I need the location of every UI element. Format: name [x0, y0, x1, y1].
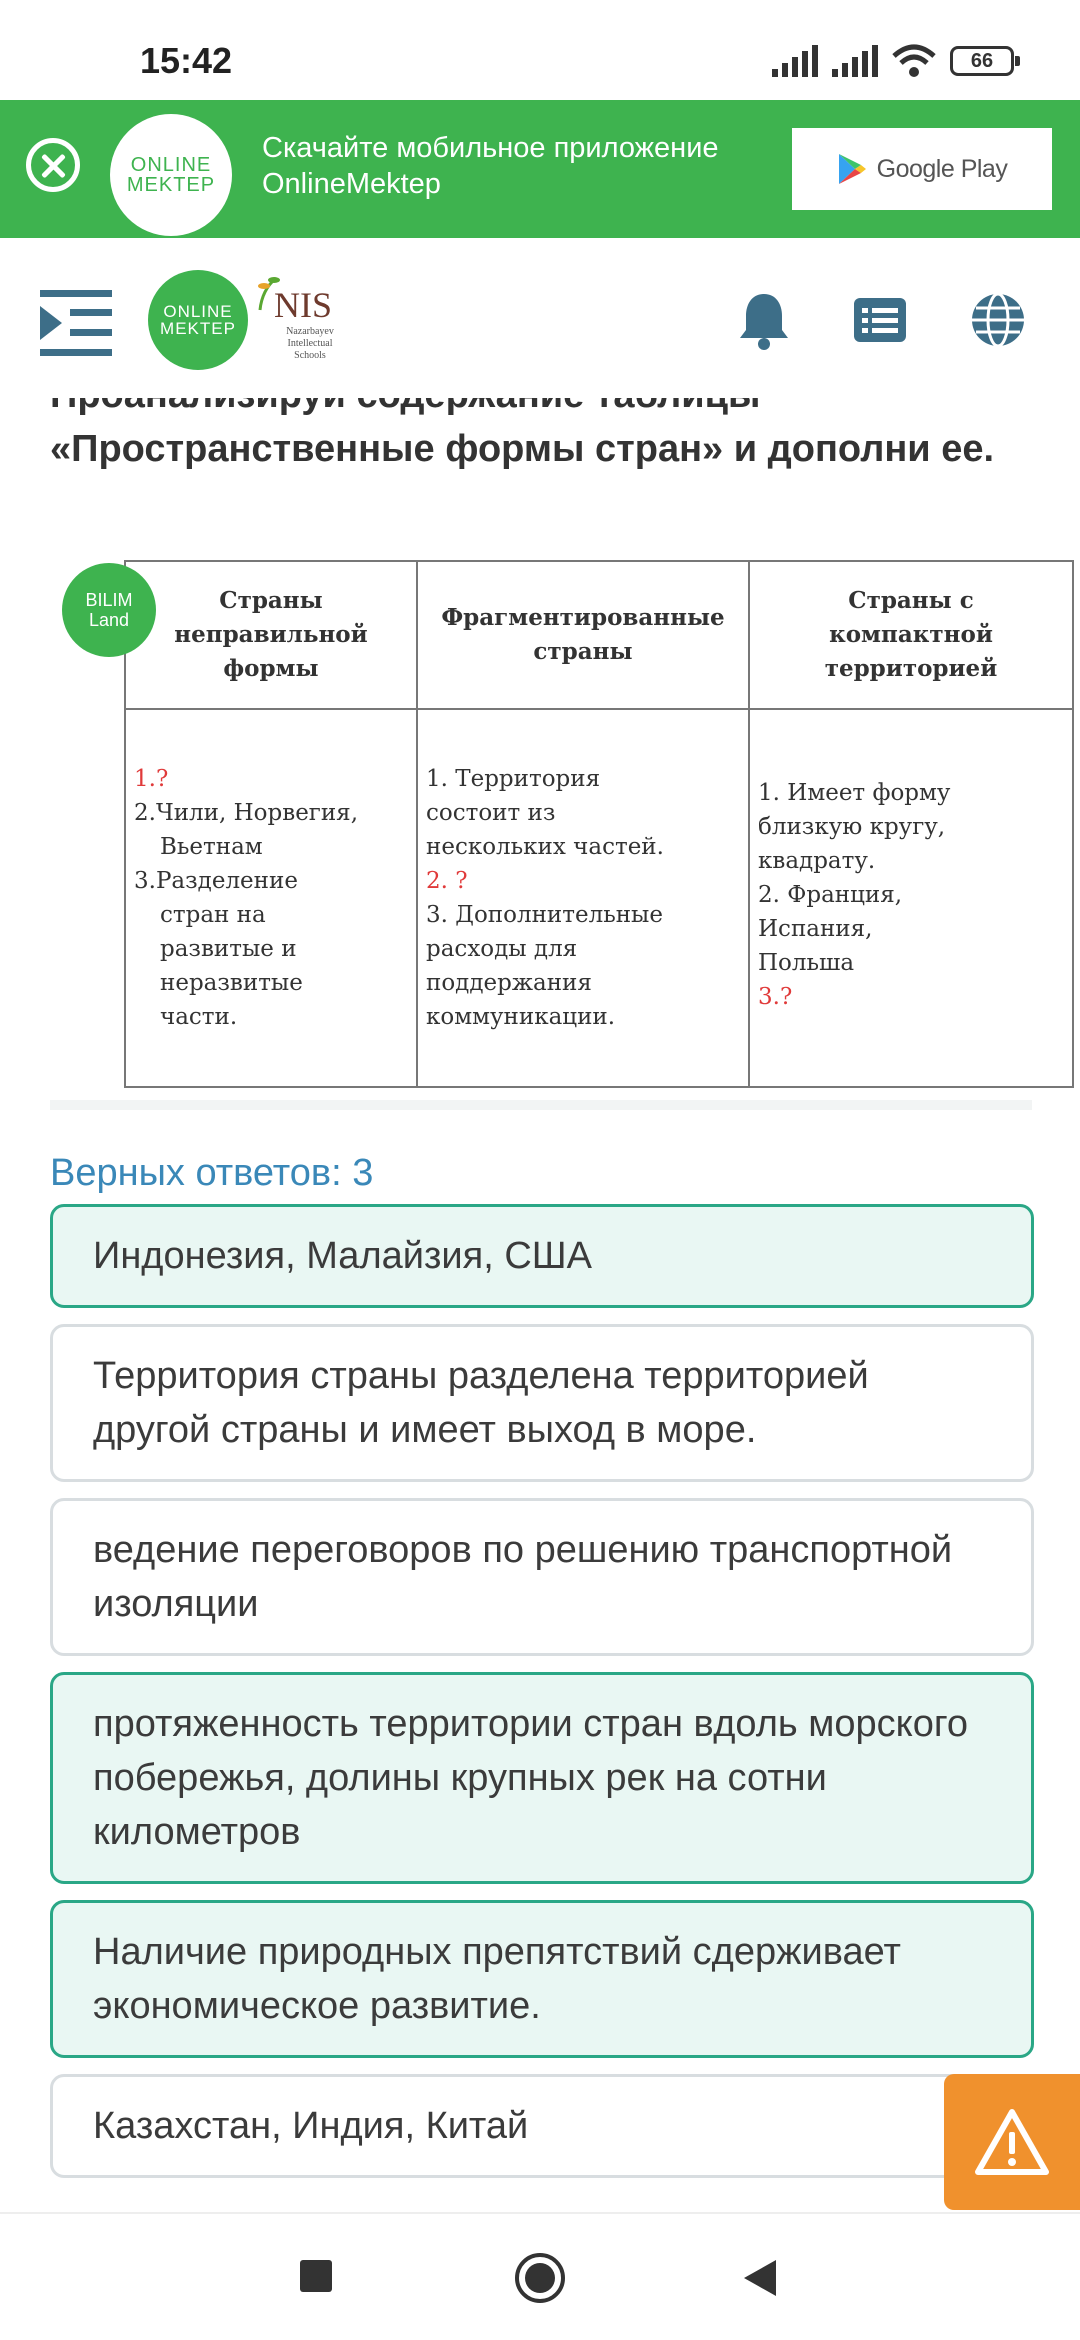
answer-option[interactable]: Казахстан, Индия, Китай	[50, 2074, 1034, 2178]
status-icons	[772, 44, 1014, 78]
google-play-icon	[837, 152, 867, 186]
cell-line: квадрату.	[758, 848, 876, 874]
cell-line: развитые и	[160, 936, 297, 962]
logo-line1: ONLINE	[163, 302, 233, 321]
cell-line: 2. Франция,	[758, 882, 903, 908]
nis-title: NIS	[274, 285, 333, 325]
online-mektep-logo	[110, 114, 232, 236]
signal-icon	[832, 45, 878, 77]
cell-line: 3. Дополнительные	[426, 902, 663, 928]
cell-line: 3.?	[758, 984, 793, 1010]
cell-line: стран на	[160, 902, 266, 928]
signal-icon	[772, 45, 818, 77]
cell-line: состоит из	[426, 800, 556, 826]
table-cell-compact	[750, 710, 1072, 1086]
status-time: 15:42	[140, 40, 233, 81]
bell-icon[interactable]	[732, 288, 796, 352]
cell-line: близкую кругу,	[758, 814, 946, 840]
logo-line2: MEKTEP	[126, 174, 216, 196]
badge-line2: Land	[88, 610, 130, 630]
close-icon[interactable]	[26, 138, 80, 192]
badge-line1: BILIM	[85, 590, 133, 610]
answer-list	[50, 1204, 1034, 2194]
cell-line: расходы для	[426, 936, 578, 962]
online-mektep-logo[interactable]	[148, 270, 248, 370]
cell-line: поддержания	[426, 970, 592, 996]
logo-line1: ONLINE	[130, 154, 212, 176]
warning-icon	[974, 2108, 1050, 2176]
cell-line: части.	[160, 1004, 238, 1030]
table-cell-irregular	[126, 710, 418, 1086]
globe-icon[interactable]	[966, 288, 1030, 352]
battery-indicator: 66	[950, 46, 1014, 76]
correct-answers-count: Верных ответов: 3	[50, 1152, 374, 1194]
answer-option[interactable]: Индонезия, Малайзия, США	[50, 1204, 1034, 1308]
divider	[50, 1100, 1032, 1110]
menu-icon[interactable]	[40, 290, 112, 356]
bilimland-badge	[62, 563, 156, 657]
cell-line: неразвитые	[160, 970, 303, 996]
cell-line: Вьетнам	[160, 834, 263, 860]
question-text: «Пространственные формы стран» и дополни ее.	[50, 428, 995, 470]
logo-line2: MEKTEP	[160, 319, 236, 338]
cell-line: 3.Разделение	[134, 868, 298, 894]
cell-line: 1. Территория	[426, 766, 601, 792]
answer-option[interactable]: протяженность территории стран вдоль морского побережья, долины крупных рек на сотни километров	[50, 1672, 1034, 1884]
cell-line: Испания,	[758, 916, 873, 942]
google-play-label: Google Play	[876, 154, 1008, 183]
list-icon[interactable]	[848, 288, 912, 352]
system-navigation-bar	[0, 2212, 1080, 2340]
cell-line: коммуникации.	[426, 1004, 616, 1030]
cell-line: 2.Чили, Норвегия,	[134, 800, 359, 826]
cell-line: Польша	[758, 950, 855, 976]
recents-icon[interactable]	[298, 2258, 334, 2294]
google-play-button[interactable]	[792, 128, 1052, 210]
nis-logo	[252, 270, 352, 370]
table-header-irregular: Страны неправильной формы	[126, 562, 418, 710]
back-icon[interactable]	[742, 2258, 778, 2298]
report-error-button[interactable]	[944, 2074, 1080, 2210]
banner-text: Скачайте мобильное приложение OnlineMektep	[262, 132, 719, 200]
app-download-banner	[0, 100, 1080, 238]
table-cell-fragmented	[418, 710, 750, 1086]
table-header-compact: Страны с компактной территорией	[750, 562, 1072, 710]
cell-line: нескольких частей.	[426, 834, 664, 860]
table-header-fragmented: Фрагментированные страны	[418, 562, 750, 710]
question-table-image	[52, 548, 1032, 1098]
cell-line: 1. Имеет форму	[758, 780, 951, 806]
nis-subtitle: Nazarbayev Intellectual Schools	[286, 326, 334, 361]
home-icon[interactable]	[514, 2252, 566, 2304]
answer-option[interactable]: Наличие природных препятствий сдерживает экономическое развитие.	[50, 1900, 1034, 2058]
status-bar	[0, 0, 1080, 100]
app-header	[0, 238, 1080, 398]
wifi-icon	[892, 44, 936, 78]
cell-line: 2. ?	[426, 868, 468, 894]
forms-table	[124, 560, 1074, 1088]
cell-line: 1.?	[134, 766, 169, 792]
answer-option[interactable]: ведение переговоров по решению транспортной изоляции	[50, 1498, 1034, 1656]
answer-option[interactable]: Территория страны разделена территорией другой страны и имеет выход в море.	[50, 1324, 1034, 1482]
